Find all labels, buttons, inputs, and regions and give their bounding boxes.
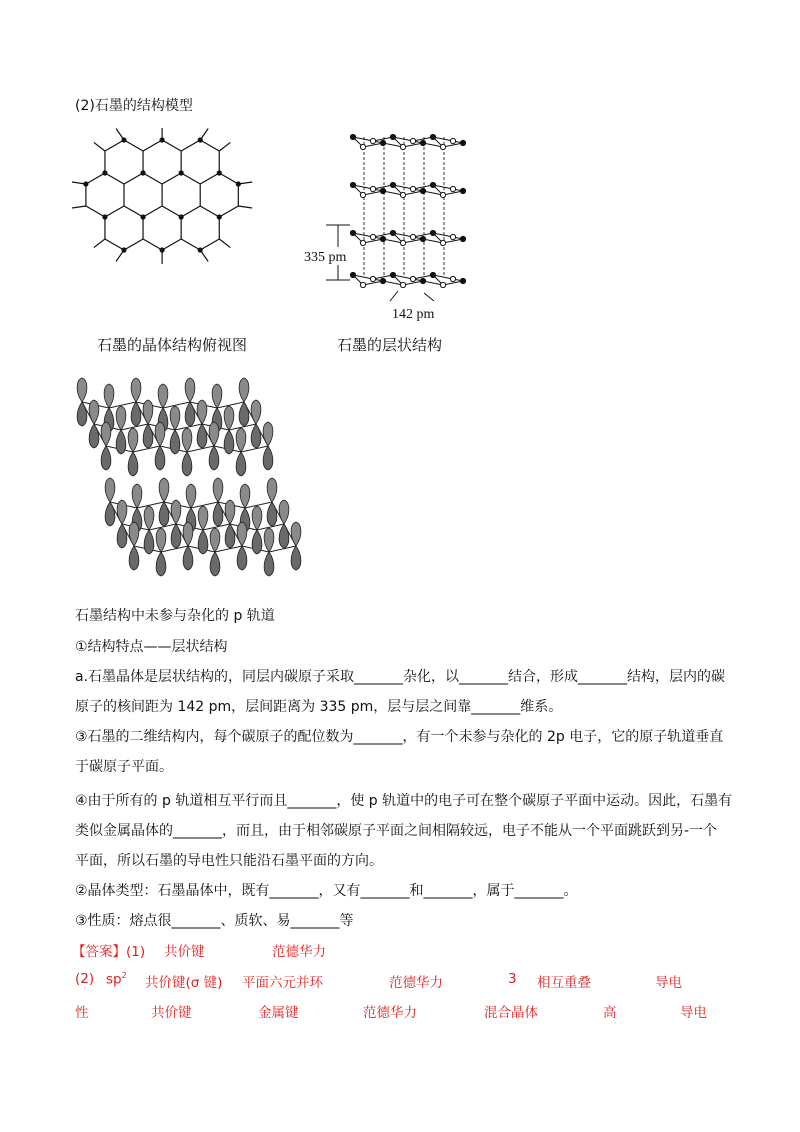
answer-3-5: 混合晶体 (484, 1005, 538, 1021)
answer-2-6: 导电 (655, 975, 682, 991)
p-orbital-lobe (263, 446, 273, 470)
p-orbital-lobe (267, 502, 277, 526)
p-orbital-lobe (237, 546, 247, 570)
p-orbital-lobe (89, 424, 99, 448)
graphite-layer-figure (298, 125, 478, 325)
bond-line (86, 206, 105, 217)
p-orbital-lobe (213, 478, 223, 502)
p-orbital-lobe (291, 546, 301, 570)
carbon-atom (83, 181, 88, 186)
carbon-atom (350, 230, 355, 235)
p-orbital-lobe (186, 484, 196, 508)
carbon-atom (450, 234, 455, 239)
p-orbital-lobe (117, 524, 127, 548)
bond-line (143, 206, 162, 217)
p-orbital-lobe (263, 422, 273, 446)
label-335pm: 335 pm (304, 250, 347, 265)
carbon-atom (102, 170, 107, 175)
p-orbital-lobe (144, 506, 154, 530)
answer-2-4: 3 (508, 971, 517, 987)
bond-line (105, 173, 124, 184)
carbon-atom (400, 240, 405, 245)
bond-line (162, 206, 181, 217)
bond-line (143, 173, 162, 184)
p-orbital-lobe (225, 500, 235, 524)
bond-line (200, 173, 219, 184)
p-orbital-lobe (105, 478, 115, 502)
p-orbital-lobe (198, 506, 208, 530)
p-orbital-lobe (117, 500, 127, 524)
carbon-atom (179, 170, 184, 175)
bond-stub (72, 206, 86, 208)
bond-line (200, 239, 219, 250)
p-orbital-lobe (198, 530, 208, 554)
dimension-arrow (390, 291, 398, 301)
p-orbital-lobe (77, 378, 87, 402)
answer-3-3: 金属键 (258, 1005, 299, 1021)
carbon-atom (400, 192, 405, 197)
p-orbital-lobe (171, 524, 181, 548)
carbon-atom (390, 182, 395, 187)
carbon-atom (410, 186, 415, 191)
carbon-atom (236, 181, 241, 186)
carbon-atom (460, 140, 465, 145)
p-orbital-lobe (236, 428, 246, 452)
text-line-6: ④由于所有的 p 轨道相互平行而且_______，使 p 轨道中的电子可在整个碳原子平面中运动。因此，石墨有 (75, 793, 733, 809)
carbon-atom (390, 230, 395, 235)
carbon-atom (440, 144, 445, 149)
bond-line (124, 173, 143, 184)
dimension-arrow (424, 293, 434, 301)
p-orbital-lobe (183, 522, 193, 546)
section-heading: (2)石墨的结构模型 (75, 98, 193, 114)
carbon-atom (350, 182, 355, 187)
carbon-atom (198, 247, 203, 252)
p-orbital-lobe (171, 500, 181, 524)
p-orbital-lobe (197, 400, 207, 424)
p-orbital-lobe (251, 400, 261, 424)
p-orbital-lobe (170, 406, 180, 430)
bond-line (86, 173, 105, 184)
p-orbital-lobe (156, 528, 166, 552)
carbon-atom (390, 272, 395, 277)
bond-line (124, 140, 143, 151)
carbon-atom (350, 134, 355, 139)
p-orbital-lobe (291, 522, 301, 546)
p-orbital-lobe (105, 502, 115, 526)
p-orbital-lobe (128, 452, 138, 476)
p-orbital-lobe (224, 430, 234, 454)
p-orbital-lobe (239, 378, 249, 402)
answer-3-7: 导电 (680, 1005, 707, 1021)
answer-3-6: 高 (603, 1005, 617, 1021)
p-orbital-lobe (212, 384, 222, 408)
answer-2-sup: 2 (121, 971, 127, 980)
p-orbital-lobe (264, 528, 274, 552)
carbon-atom (370, 276, 375, 281)
bond-line (181, 173, 200, 184)
p-orbital-lobe (251, 424, 261, 448)
p-orbital-lobe (155, 446, 165, 470)
p-orbital-lobe (225, 524, 235, 548)
answer-2-3: 范德华力 (389, 975, 443, 991)
p-orbital-lobe (132, 484, 142, 508)
p-orbital-lobe (239, 402, 249, 426)
bond-stub (219, 142, 230, 151)
p-orbital-lobe (210, 552, 220, 576)
carbon-atom (420, 278, 425, 283)
bond-line (143, 239, 162, 250)
carbon-atom (450, 276, 455, 281)
bond-line (181, 239, 200, 250)
p-orbital-lobe (170, 430, 180, 454)
p-orbital-lobe (252, 530, 262, 554)
p-orbital-lobe (143, 400, 153, 424)
p-orbital-lobe (185, 402, 195, 426)
carbon-atom (360, 144, 365, 149)
carbon-atom (370, 186, 375, 191)
answer-3-2: 共价键 (151, 1005, 192, 1021)
carbon-atom (360, 240, 365, 245)
carbon-atom (140, 170, 145, 175)
p-orbital-lobe (131, 402, 141, 426)
p-orbital-lobe (224, 406, 234, 430)
layer-bond (353, 233, 453, 237)
p-orbital-lobe (240, 484, 250, 508)
carbon-atom (460, 236, 465, 241)
text-line-10: ③性质：熔点很_______、质软、易_______等 (75, 913, 354, 929)
answer-label: 【答案】(1) (72, 944, 146, 960)
carbon-atom (420, 140, 425, 145)
carbon-atom (440, 282, 445, 287)
carbon-atom (380, 188, 385, 193)
bond-line (162, 173, 181, 184)
p-orbital-lobe (264, 552, 274, 576)
bond-line (162, 140, 181, 151)
p-orbital-lobe (279, 500, 289, 524)
answer-2-1: 共价键(σ 键) (145, 975, 223, 991)
carbon-atom (160, 137, 165, 142)
carbon-atom (217, 170, 222, 175)
bond-line (105, 239, 124, 250)
p-orbital-lobe (279, 524, 289, 548)
carbon-atom (390, 134, 395, 139)
p-orbital-lobe (252, 506, 262, 530)
p-orbital-lobe (197, 424, 207, 448)
bond-line (124, 239, 143, 250)
bond-line (105, 140, 124, 151)
bond-line (181, 140, 200, 151)
carbon-atom (460, 278, 465, 283)
bond-line (124, 206, 143, 217)
bond-line (200, 206, 219, 217)
layer-bond (353, 185, 453, 189)
p-orbital-lobe (210, 528, 220, 552)
carbon-atom (430, 182, 435, 187)
carbon-atom (410, 234, 415, 239)
answer-2-prefix: (2) (75, 971, 95, 987)
layer-bond (353, 137, 453, 141)
p-orbital-lobe (213, 502, 223, 526)
p-orbital-lobe (209, 422, 219, 446)
answer-3-1: 性 (75, 1005, 89, 1021)
text-line-4: ③石墨的二维结构内，每个碳原子的配位数为_______，有一个未参与杂化的 2p 电子，它的原子轨道垂直 (75, 729, 724, 745)
answer-2-2: 平面六元并环 (242, 975, 323, 991)
bond-line (162, 239, 181, 250)
bond-line (181, 206, 200, 217)
text-line-1: ①结构特点——层状结构 (75, 639, 228, 655)
carbon-atom (102, 214, 107, 219)
answer-2-sp: $sp^2$ (106, 971, 127, 988)
carbon-atom (217, 214, 222, 219)
p-orbital-lobe (116, 430, 126, 454)
p-orbital-lobe (209, 446, 219, 470)
figure-caption-top-view: 石墨的晶体结构俯视图 (97, 336, 248, 354)
p-orbital-figure (72, 372, 352, 587)
p-orbital-lobe (101, 422, 111, 446)
layer-bond (353, 275, 453, 279)
p-orbital-lobe (158, 384, 168, 408)
p-orbital-lobe (116, 406, 126, 430)
graphite-top-view-figure (70, 128, 255, 298)
bond-stub (219, 239, 230, 248)
carbon-atom (400, 144, 405, 149)
carbon-atom (160, 247, 165, 252)
p-orbital-lobe (183, 546, 193, 570)
p-orbital-lobe (128, 428, 138, 452)
carbon-atom (370, 138, 375, 143)
p-orbital-lobe (236, 452, 246, 476)
carbon-atom (360, 192, 365, 197)
carbon-atom (370, 234, 375, 239)
p-orbital-lobe (159, 502, 169, 526)
bond-line (219, 173, 238, 184)
p-orbital-lobe (131, 378, 141, 402)
answer-2-5: 相互重叠 (537, 975, 591, 991)
carbon-atom (430, 272, 435, 277)
p-orbital-lobe (129, 546, 139, 570)
answer-1-2: 范德华力 (272, 944, 326, 960)
bond-stub (94, 239, 105, 248)
figure-caption-layer: 石墨的层状结构 (337, 336, 443, 354)
p-orbital-lobe (89, 400, 99, 424)
p-orbital-lobe (267, 478, 277, 502)
carbon-atom (420, 236, 425, 241)
bond-line (219, 206, 238, 217)
carbon-atom (410, 138, 415, 143)
p-orbital-lobe (104, 384, 114, 408)
carbon-atom (440, 240, 445, 245)
carbon-atom (380, 236, 385, 241)
carbon-atom (179, 214, 184, 219)
text-line-8: 平面，所以石墨的导电性只能沿石墨平面的方向。 (75, 853, 383, 869)
carbon-atom (410, 276, 415, 281)
carbon-atom (198, 137, 203, 142)
p-orbital-lobe (143, 424, 153, 448)
p-orbital-lobe (77, 402, 87, 426)
figure-caption-p-orbital: 石墨结构中未参与杂化的 p 轨道 (75, 608, 275, 624)
carbon-atom (450, 186, 455, 191)
bond-stub (238, 206, 252, 208)
p-orbital-lobe (156, 552, 166, 576)
text-line-3: 原子的核间距为 142 pm，层间距离为 335 pm，层与层之间靠_______维系。 (75, 699, 563, 715)
p-orbital-lobe (129, 522, 139, 546)
answer-3-4: 范德华力 (363, 1005, 417, 1021)
carbon-atom (380, 278, 385, 283)
carbon-atom (460, 188, 465, 193)
text-line-7: 类似金属晶体的_______，而且，由于相邻碳原子平面之间相隔较远，电子不能从一个平面跳跃到另-一个 (75, 823, 718, 839)
carbon-atom (420, 188, 425, 193)
p-orbital-lobe (182, 428, 192, 452)
carbon-atom (360, 282, 365, 287)
bond-line (200, 140, 219, 151)
carbon-atom (121, 247, 126, 252)
p-orbital-lobe (101, 446, 111, 470)
p-orbital-lobe (237, 522, 247, 546)
p-orbital-lobe (185, 378, 195, 402)
p-orbital-lobe (182, 452, 192, 476)
carbon-atom (400, 282, 405, 287)
bond-stub (94, 142, 105, 151)
text-line-2: a.石墨晶体是层状结构的，同层内碳原子采取_______杂化，以_______结合，形成_______结构，层内的碳 (75, 669, 726, 685)
carbon-atom (430, 230, 435, 235)
answer-1-1: 共价键 (164, 944, 205, 960)
text-line-9: ②晶体类型：石墨晶体中，既有_______，又有_______和_______，属于_______。 (75, 883, 578, 899)
carbon-atom (380, 140, 385, 145)
bond-line (105, 206, 124, 217)
p-orbital-lobe (155, 422, 165, 446)
label-142pm: 142 pm (392, 307, 435, 322)
carbon-atom (140, 214, 145, 219)
carbon-atom (430, 134, 435, 139)
p-orbital-lobe (144, 530, 154, 554)
text-line-5: 于碳原子平面。 (75, 759, 173, 775)
carbon-atom (450, 138, 455, 143)
carbon-atom (350, 272, 355, 277)
p-orbital-lobe (159, 478, 169, 502)
bond-line (143, 140, 162, 151)
carbon-atom (440, 192, 445, 197)
carbon-atom (121, 137, 126, 142)
